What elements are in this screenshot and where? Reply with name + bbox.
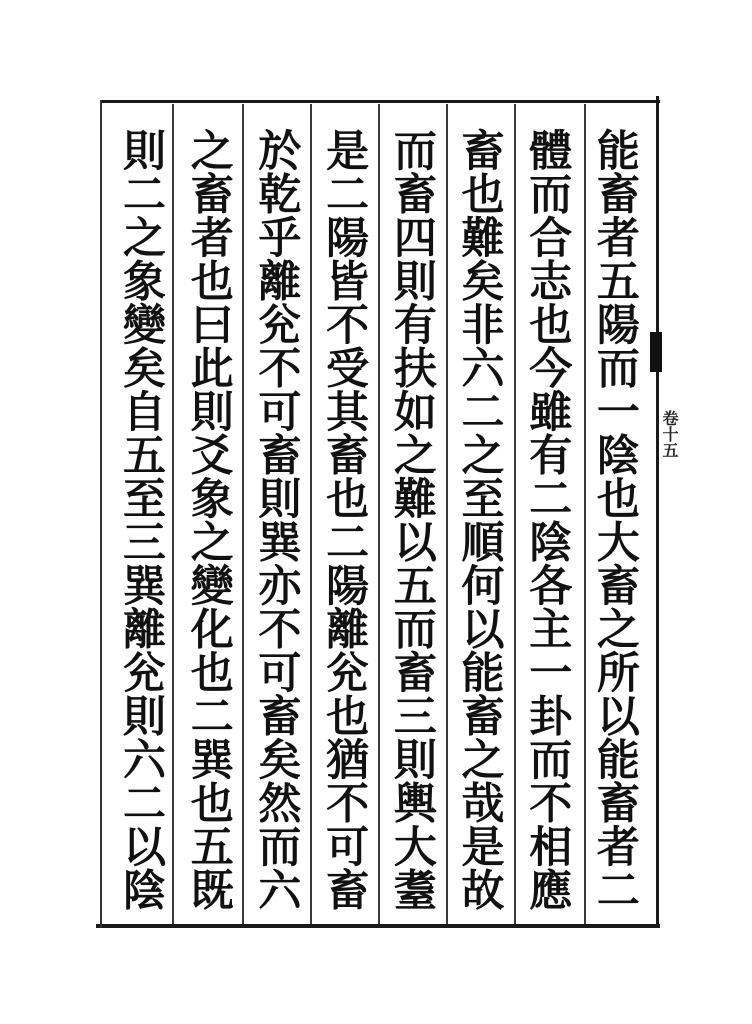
margin-juan-label: 卷十五 [660,410,679,458]
text-column-7: 之畜者也曰此則爻象之變化也二巽也五既 [183,128,234,911]
text-column-6: 於乾乎離兊不可畜則巽亦不可畜矣然而六 [251,128,302,911]
frame-left-rule [100,100,102,928]
text-column-4: 而畜四則有扶如之難以五而畜三則輿大耋 [386,128,437,911]
fishtail-mark [650,332,662,372]
frame-top-rule [100,100,660,103]
text-column-3: 畜也難矣非六二之至順何以能畜之哉是故 [454,128,505,911]
text-columns [108,128,648,918]
frame-right-rule [656,96,659,928]
text-column-1: 能畜者五陽而一陰也大畜之所以能畜者二 [589,128,640,911]
text-column-5: 是二陽皆不受其畜也二陽離兊也猶不可畜 [319,128,370,911]
frame-bottom-rule [96,924,660,928]
text-column-8: 則二之象變矣自五至三巽離兊則六二以陰 [116,128,166,911]
text-column-2: 體而合志也今雖有二陰各主一卦而不相應 [522,128,573,911]
